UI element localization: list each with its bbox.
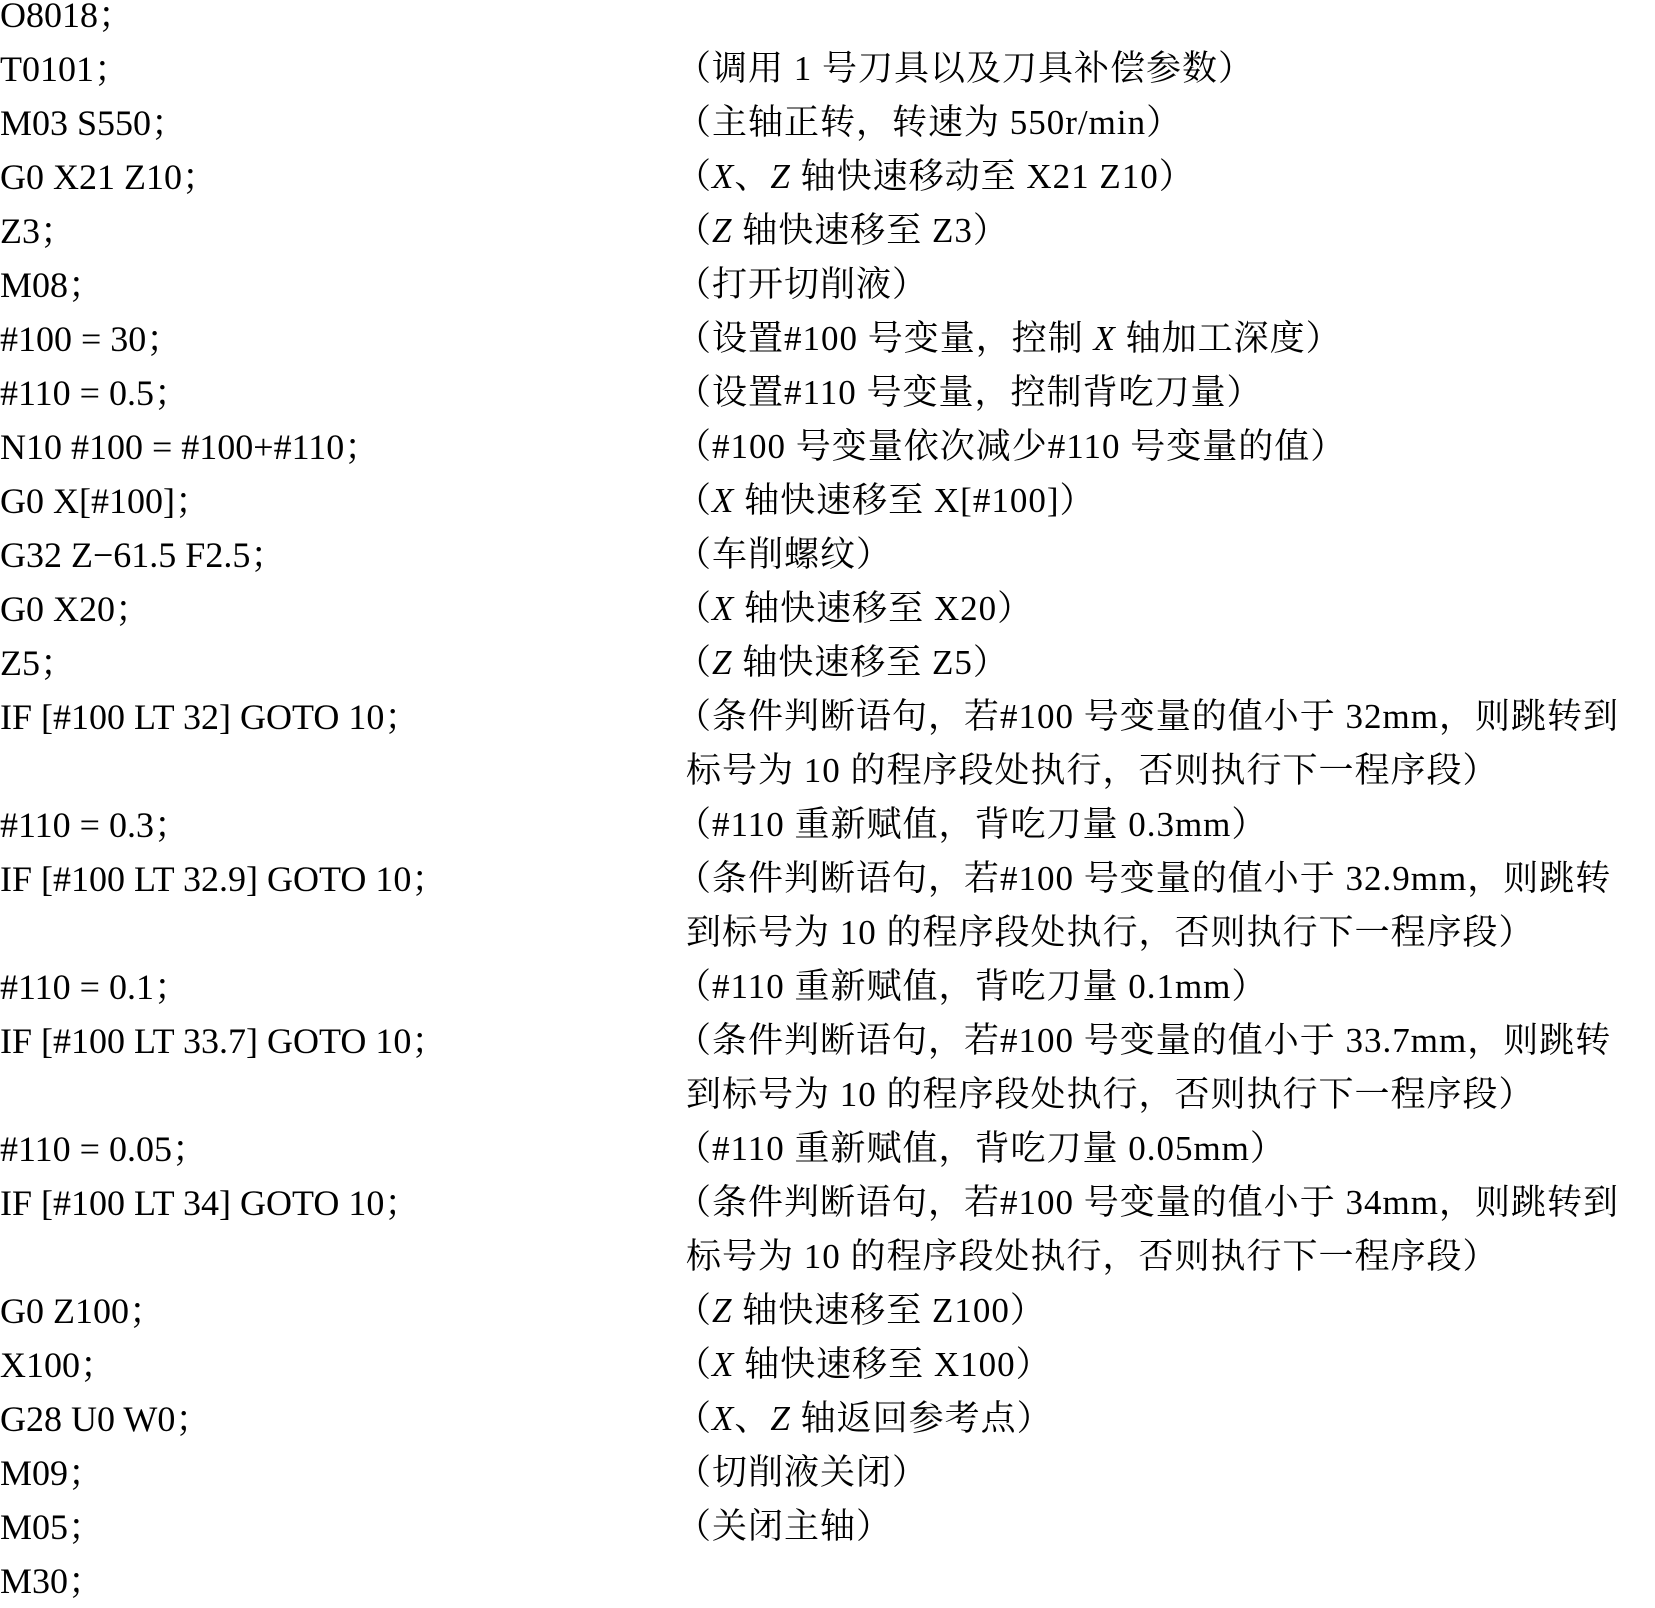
- program-line: [0, 1500, 1655, 1554]
- program-line: [0, 42, 1655, 96]
- comment-text: （车削螺纹）: [676, 535, 893, 574]
- code-statement: G0 Z100；: [0, 1291, 165, 1331]
- code-comment: [676, 366, 1655, 420]
- comment-text: （切削液关闭）: [676, 1453, 929, 1492]
- comment-text: （设置#100 号变量，控制 X 轴加工深度）: [676, 319, 1342, 358]
- code-comment: [676, 1392, 1655, 1446]
- code-statement: G28 U0 W0；: [0, 1399, 212, 1439]
- code-statement: #110 = 0.3；: [0, 805, 190, 845]
- program-line: [0, 258, 1655, 312]
- comment-continuation: 标号为 10 的程序段处执行，否则执行下一程序段）: [686, 751, 1499, 790]
- comment-text: （设置#110 号变量，控制背吃刀量）: [676, 373, 1263, 412]
- program-line: [0, 1338, 1655, 1392]
- code-comment: [676, 1500, 1655, 1554]
- program-line: [0, 1284, 1655, 1338]
- code-comment: [676, 690, 1655, 798]
- program-line: [0, 1554, 1655, 1608]
- comment-text: （#110 重新赋值，背吃刀量 0.05mm）: [676, 1129, 1286, 1168]
- code-comment: [676, 258, 1655, 312]
- code-comment: [676, 312, 1655, 366]
- comment-text: （Z 轴快速移至 Z5）: [676, 643, 1009, 682]
- code-comment: [676, 1338, 1655, 1392]
- code-comment: [676, 1014, 1655, 1122]
- comment-text: （#100 号变量依次减少#110 号变量的值）: [676, 427, 1347, 466]
- comment-text: （调用 1 号刀具以及刀具补偿参数）: [676, 49, 1255, 88]
- program-line: [0, 690, 1655, 798]
- program-line: [0, 204, 1655, 258]
- code-statement: IF [#100 LT 34] GOTO 10；: [0, 1183, 421, 1223]
- comment-text: （X 轴快速移至 X[#100]）: [676, 481, 1096, 520]
- comment-text: （#110 重新赋值，背吃刀量 0.1mm）: [676, 967, 1268, 1006]
- code-comment: [676, 150, 1655, 204]
- code-statement: #100 = 30；: [0, 319, 183, 359]
- program-line: [0, 528, 1655, 582]
- comment-continuation: 标号为 10 的程序段处执行，否则执行下一程序段）: [686, 1237, 1499, 1276]
- code-statement: G0 X20；: [0, 589, 151, 629]
- program-line: [0, 798, 1655, 852]
- code-statement: X100；: [0, 1345, 116, 1385]
- code-comment: [676, 582, 1655, 636]
- comment-text: （条件判断语句，若#100 号变量的值小于 32.9mm，则跳转: [676, 859, 1612, 898]
- comment-text: （X 轴快速移至 X100）: [676, 1345, 1052, 1384]
- comment-text: （关闭主轴）: [676, 1507, 893, 1546]
- code-statement: M08；: [0, 265, 105, 305]
- comment-continuation: 到标号为 10 的程序段处执行，否则执行下一程序段）: [686, 1075, 1535, 1114]
- code-statement: G0 X21 Z10；: [0, 157, 218, 197]
- comment-text: （X、Z 轴返回参考点）: [676, 1399, 1053, 1438]
- code-comment: [676, 636, 1655, 690]
- program-line: [0, 1014, 1655, 1122]
- code-comment: [676, 96, 1655, 150]
- code-statement: IF [#100 LT 33.7] GOTO 10；: [0, 1021, 448, 1061]
- program-line: [0, 474, 1655, 528]
- code-comment: [676, 528, 1655, 582]
- program-line: [0, 1122, 1655, 1176]
- program-line: [0, 150, 1655, 204]
- code-statement: #110 = 0.1；: [0, 967, 190, 1007]
- code-comment: [676, 798, 1655, 852]
- program-line: [0, 1392, 1655, 1446]
- program-line: [0, 420, 1655, 474]
- code-comment: [676, 420, 1655, 474]
- comment-continuation: 到标号为 10 的程序段处执行，否则执行下一程序段）: [686, 913, 1535, 952]
- code-statement: IF [#100 LT 32.9] GOTO 10；: [0, 859, 448, 899]
- code-comment: [676, 1446, 1655, 1500]
- code-comment: [676, 1122, 1655, 1176]
- program-line: [0, 852, 1655, 960]
- code-comment: [676, 1284, 1655, 1338]
- comment-text: （X、Z 轴快速移动至 X21 Z10）: [676, 157, 1195, 196]
- code-statement: M05；: [0, 1507, 105, 1547]
- code-statement: #110 = 0.05；: [0, 1129, 208, 1169]
- code-comment: [676, 960, 1655, 1014]
- code-statement: N10 #100 = #100+#110；: [0, 427, 381, 467]
- program-line: [0, 312, 1655, 366]
- comment-text: （X 轴快速移至 X20）: [676, 589, 1034, 628]
- comment-text: （条件判断语句，若#100 号变量的值小于 34mm，则跳转到: [676, 1183, 1619, 1222]
- code-statement: M09；: [0, 1453, 105, 1493]
- program-line: [0, 960, 1655, 1014]
- code-statement: G32 Z−61.5 F2.5；: [0, 535, 287, 575]
- program-line: [0, 366, 1655, 420]
- comment-text: （Z 轴快速移至 Z3）: [676, 211, 1009, 250]
- code-comment: [676, 204, 1655, 258]
- comment-text: （条件判断语句，若#100 号变量的值小于 33.7mm，则跳转: [676, 1021, 1612, 1060]
- comment-text: （#110 重新赋值，背吃刀量 0.3mm）: [676, 805, 1268, 844]
- code-statement: M30；: [0, 1561, 105, 1601]
- code-comment: [676, 852, 1655, 960]
- code-statement: IF [#100 LT 32] GOTO 10；: [0, 697, 421, 737]
- code-comment: [676, 1176, 1655, 1284]
- code-statement: Z5；: [0, 643, 76, 683]
- code-comment: [676, 42, 1655, 96]
- comment-text: （Z 轴快速移至 Z100）: [676, 1291, 1046, 1330]
- code-statement: G0 X[#100]；: [0, 481, 211, 521]
- code-statement: M03 S550；: [0, 103, 188, 143]
- comment-text: （主轴正转，转速为 550r/min）: [676, 103, 1183, 142]
- code-statement: Z3；: [0, 211, 76, 251]
- code-statement: T0101；: [0, 49, 130, 89]
- code-comment: [676, 474, 1655, 528]
- program-line: [0, 1446, 1655, 1500]
- program-line: [0, 96, 1655, 150]
- comment-text: （条件判断语句，若#100 号变量的值小于 32mm，则跳转到: [676, 697, 1619, 736]
- program-line: [0, 0, 1655, 42]
- program-line: [0, 582, 1655, 636]
- program-line: [0, 636, 1655, 690]
- program-line: [0, 1176, 1655, 1284]
- code-statement: #110 = 0.5；: [0, 373, 190, 413]
- code-statement: O8018；: [0, 0, 134, 35]
- comment-text: （打开切削液）: [676, 265, 929, 304]
